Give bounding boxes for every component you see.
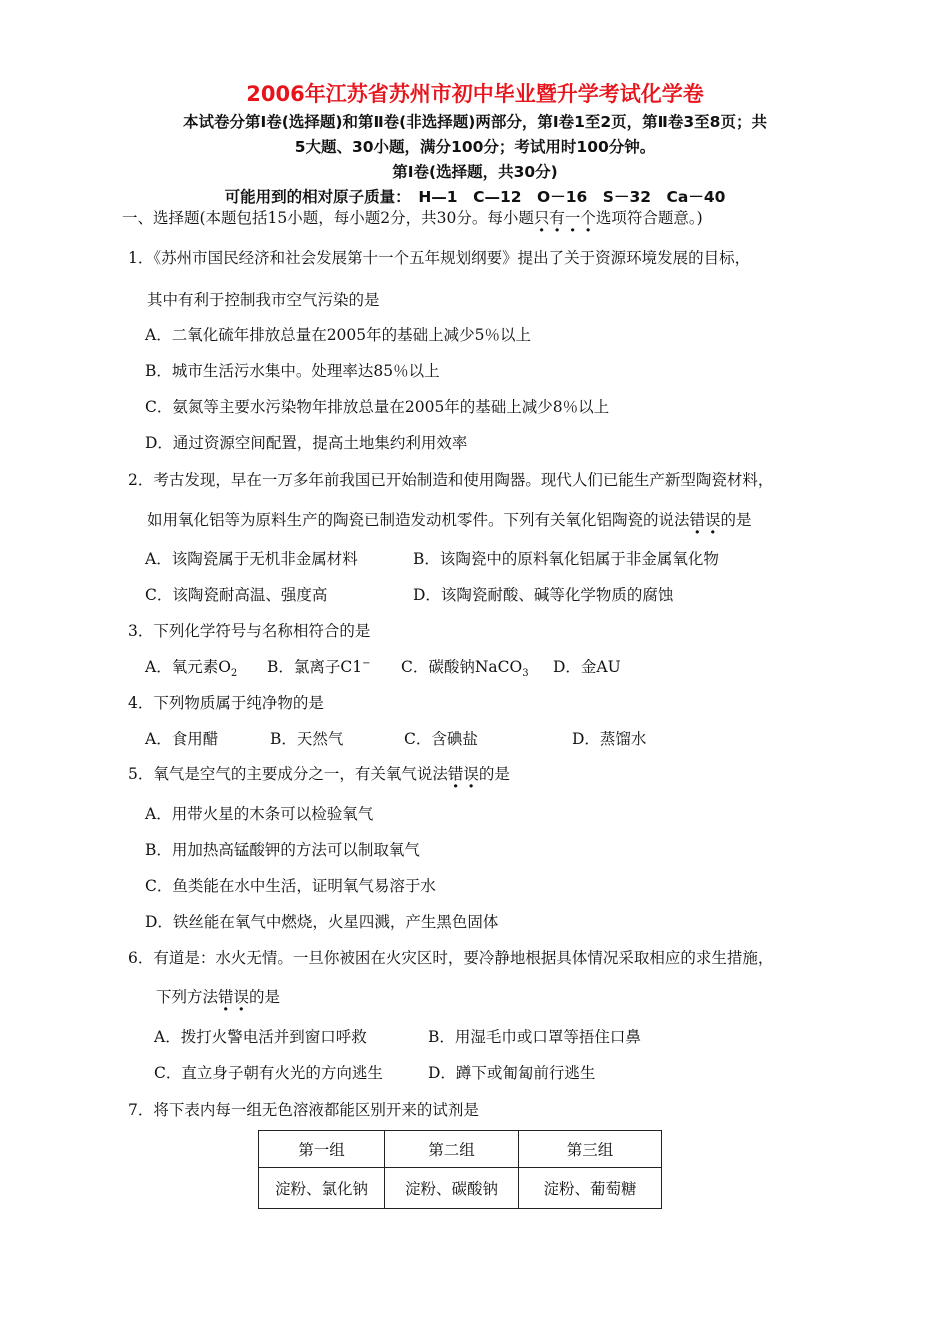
q1-option-a: A．二氧化硫年排放总量在2005年的基础上减少5％以上 xyxy=(145,326,532,344)
q5-option-a: A．用带火星的木条可以检验氧气 xyxy=(145,805,374,823)
q6-option-c: C．直立身子朝有火光的方向逃生 xyxy=(154,1064,383,1082)
q2-option-d: D．该陶瓷耐酸、碱等化学物质的腐蚀 xyxy=(413,586,674,604)
intro-line-1: 本试卷分第Ⅰ卷(选择题)和第Ⅱ卷(非选择题)两部分，第Ⅰ卷1至2页，第Ⅱ卷3至8页；共 xyxy=(183,113,767,131)
emphasis-dot-char: 个 xyxy=(580,209,596,227)
q4-option-d: D．蒸馏水 xyxy=(572,730,647,748)
intro-line-2: 5大题、30小题，满分100分；考试用时100分钟。 xyxy=(294,138,656,156)
section-heading-text: 选项符合题意。) xyxy=(595,209,703,227)
emphasis-dot-char: 误 xyxy=(233,988,250,1006)
q6-stem-text: 的是 xyxy=(249,988,281,1006)
q2-stem-1: 2．考古发现，早在一万多年前我国已开始制造和使用陶器。现代人们已能生产新型陶瓷材料， xyxy=(128,471,774,489)
q3-option-c-text: C．碳酸钠NaCO xyxy=(401,658,523,676)
section-heading xyxy=(122,206,703,228)
q4-stem: 4．下列物质属于纯净物的是 xyxy=(128,694,324,712)
q5-stem xyxy=(128,762,510,784)
q2-stem-2 xyxy=(147,508,752,530)
q4-option-c: C．含碘盐 xyxy=(404,730,478,748)
q3-option-a-text: A．氧元素O xyxy=(145,658,231,676)
table-header-cell: 第一组 xyxy=(259,1131,385,1168)
q6-stem-text: 下列方法 xyxy=(156,988,219,1006)
q3-option-a-subscript: 2 xyxy=(230,668,238,680)
section-heading-text: 一、选择题(本题包括15小题，每小题2分，共30分。每小题 xyxy=(122,209,534,227)
table-header-row xyxy=(259,1131,662,1168)
q3-option-b-superscript: − xyxy=(362,657,371,669)
emphasis-dot-char: 只 xyxy=(533,209,550,227)
q2-option-c: C．该陶瓷耐高温、强度高 xyxy=(145,586,328,604)
table-cell: 淀粉、葡萄糖 xyxy=(519,1168,662,1209)
q4-option-a: A．食用醋 xyxy=(145,730,219,748)
q1-option-c: C．氨氮等主要水污染物年排放总量在2005年的基础上减少8％以上 xyxy=(145,398,610,416)
q5-stem-text: 5．氧气是空气的主要成分之一，有关氧气说法 xyxy=(128,765,448,783)
q3-option-b-text: B．氯离子C1 xyxy=(267,658,363,676)
emphasis-dot-char: 一 xyxy=(564,209,581,227)
table-row xyxy=(259,1168,662,1209)
q1-stem-2: 其中有利于控制我市空气污染的是 xyxy=(147,291,380,309)
q6-option-a: A．拨打火警电活并到窗口呼救 xyxy=(154,1028,367,1046)
table-header-cell: 第三组 xyxy=(519,1131,662,1168)
q5-stem-text: 的是 xyxy=(478,765,510,783)
q2-option-b: B．该陶瓷中的原料氧化铝属于非金属氧化物 xyxy=(413,550,719,568)
q1-option-d: D．通过资源空间配置，提高土地集约利用效率 xyxy=(145,434,468,452)
q6-option-b: B．用湿毛巾或口罩等捂住口鼻 xyxy=(428,1028,641,1046)
q4-option-b: B．天然气 xyxy=(270,730,344,748)
q1-option-b: B．城市生活污水集中。处理率达85％以上 xyxy=(145,362,440,380)
table-cell: 淀粉、碳酸钠 xyxy=(385,1168,519,1209)
page-title: 2006年江苏省苏州市初中毕业暨升学考试化学卷 xyxy=(246,82,704,106)
q6-stem-2 xyxy=(156,985,280,1007)
q3-stem: 3．下列化学符号与名称相符合的是 xyxy=(128,622,371,640)
emphasis-dot-char: 错 xyxy=(447,765,464,783)
emphasis-dot-char: 误 xyxy=(705,511,721,529)
emphasis-dot-char: 有 xyxy=(549,209,565,227)
q2-stem-text: 如用氧化铝等为原料生产的陶瓷已制造发动机零件。下列有关氧化铝陶瓷的说法 xyxy=(147,511,690,529)
emphasis-dot-char: 错 xyxy=(218,988,234,1006)
atomic-masses: 可能用到的相对原子质量： H—1 C—12 O－16 S－32 Ca－40 xyxy=(224,188,726,206)
q3-option-c-subscript: 3 xyxy=(522,668,529,680)
emphasis-dot-char: 误 xyxy=(463,765,479,783)
q1-stem-1: 1．《苏州市国民经济和社会发展第十一个五年规划纲要》提出了关于资源环境发展的目标， xyxy=(128,249,751,267)
q5-option-d: D．铁丝能在氧气中燃烧，火星四溅，产生黑色固体 xyxy=(145,913,499,931)
q3-option-a xyxy=(145,655,237,679)
section-1-title: 第Ⅰ卷(选择题，共30分) xyxy=(392,163,558,181)
q3-option-b xyxy=(267,655,371,677)
table-cell: 淀粉、氯化钠 xyxy=(259,1168,385,1209)
q5-option-b: B．用加热高锰酸钾的方法可以制取氧气 xyxy=(145,841,420,859)
emphasis-dot-char: 错 xyxy=(689,511,706,529)
q3-option-d: D．金AU xyxy=(553,658,621,676)
q6-stem-1: 6．有道是：水火无情。一旦你被困在火灾区时，要冷静地根据具体情况采取相应的求生措施， xyxy=(128,949,774,967)
q2-stem-text: 的是 xyxy=(720,511,752,529)
q2-option-a: A．该陶瓷属于无机非金属材料 xyxy=(145,550,358,568)
q7-stem: 7．将下表内每一组无色溶液都能区别开来的试剂是 xyxy=(128,1101,479,1119)
q3-option-c xyxy=(401,655,529,679)
q5-option-c: C．鱼类能在水中生活，证明氧气易溶于水 xyxy=(145,877,436,895)
q6-option-d: D．蹲下或匍匐前行逃生 xyxy=(428,1064,596,1082)
table-header-cell: 第二组 xyxy=(385,1131,519,1168)
q7-table xyxy=(258,1130,662,1209)
